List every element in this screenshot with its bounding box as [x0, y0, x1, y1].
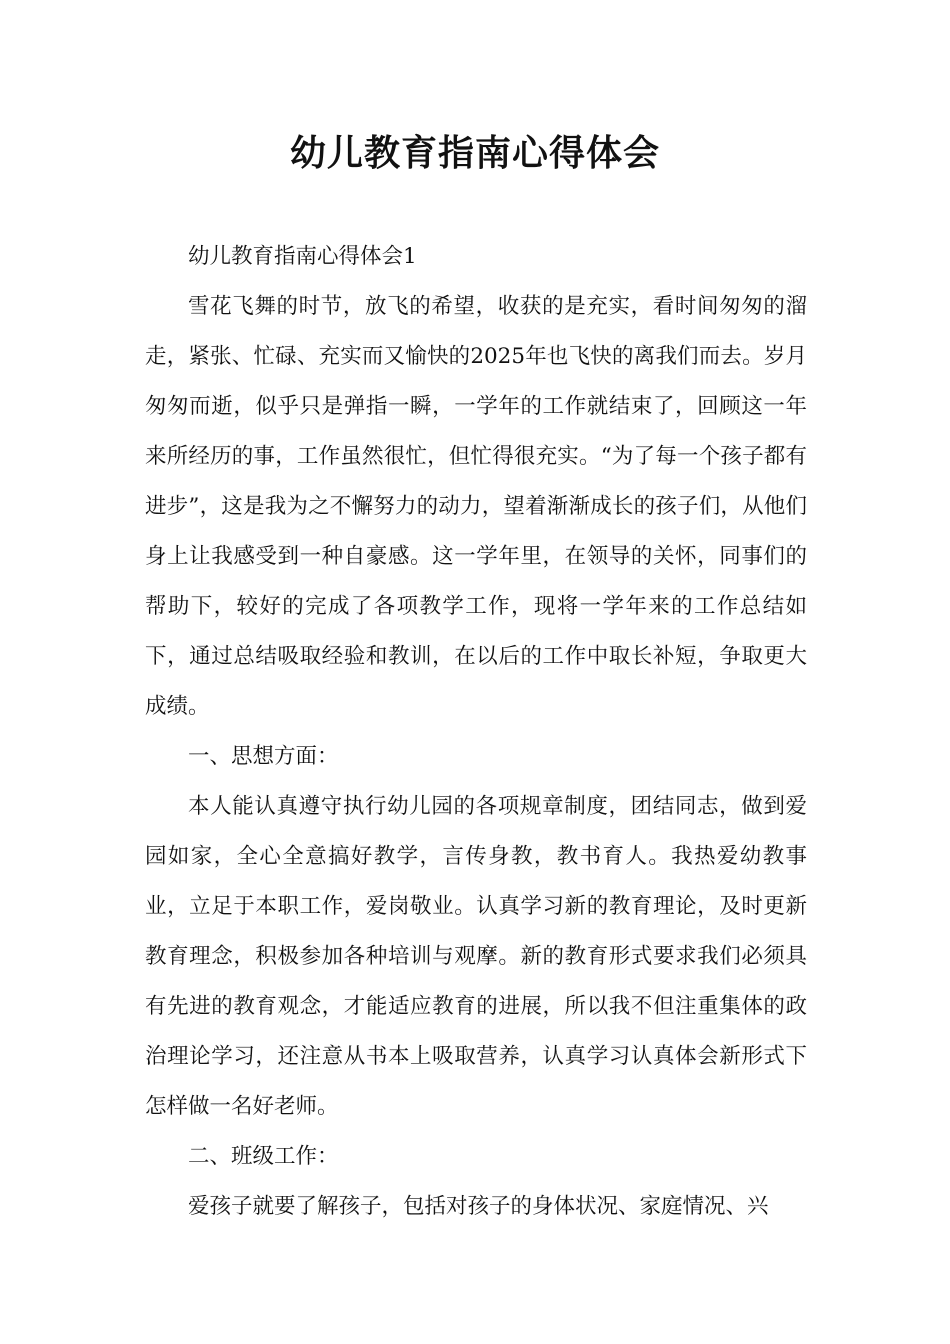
class-work-paragraph: 爱孩子就要了解孩子，包括对孩子的身体状况、家庭情况、兴: [188, 1194, 769, 1219]
intro-paragraph: 雪花飞舞的时节，放飞的希望，收获的是充实，看时间匆匆的溜走，紧张、忙碌、充实而又愉快的2025年也飞快的离我们而去。岁月匆匆而逝，似乎只是弹指一瞬，一学年的工作就结束了，回顾这一年来所经历的事，工作虽然很忙，但忙得很充实。“为了每一个孩子都有进步”，这是我为之不懈努力的动力，望着渐渐成长的孩子们，从他们身上让我感受到一种自豪感。这一学年里，在领导的关怀，同事们的帮助下，较好的完成了各项教学工作，现将一学年来的工作总结如下，通过总结吸取经验和教训，在以后的工作中取长补短，争取更大成绩。: [145, 294, 807, 719]
document-title: 幼儿教育指南心得体会: [289, 132, 660, 174]
subtitle-paragraph: 幼儿教育指南心得体会1: [188, 244, 417, 269]
section-heading-thought: 一、思想方面：: [188, 744, 339, 769]
section-heading-class-work: 二、班级工作：: [188, 1144, 339, 1169]
thought-paragraph: 本人能认真遵守执行幼儿园的各项规章制度，团结同志，做到爱园如家，全心全意搞好教学，言传身教，教书育人。我热爱幼教事业，立足于本职工作，爱岗敬业。认真学习新的教育理论，及时更新教育理念，积极参加各种培训与观摩。新的教育形式要求我们必须具有先进的教育观念，才能适应教育的进展，所以我不但注重集体的政治理论学习，还注意从书本上吸取营养，认真学习认真体会新形式下怎样做一名好老师。: [145, 794, 807, 1119]
document-body: [145, 232, 807, 1232]
